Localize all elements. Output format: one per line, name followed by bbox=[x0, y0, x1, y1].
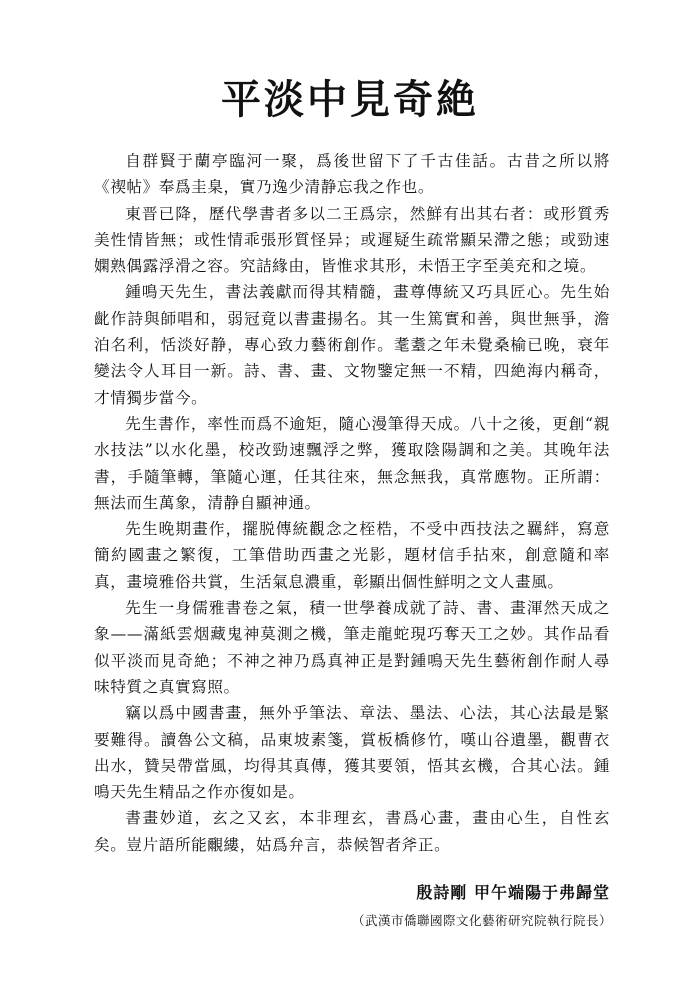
document-title: 平淡中見奇絶 bbox=[221, 77, 479, 123]
paragraph: 東晋已降，歷代學書者多以二王爲宗，然鮮有出其右者：或形質秀美性情皆無；或性情乖張形質怪异；或遲疑生疏常顯呆滯之態；或勁速嫻熟偶露浮滑之容。究詰緣由，皆惟求其形，未悟王字至美充和之境。 bbox=[94, 204, 610, 276]
signature-affiliation: （武漢市僑聯國際文化藝術研究院執行院長） bbox=[351, 913, 612, 928]
paragraph: 自群賢于蘭亭臨河一聚，爲後世留下了千古佳話。古昔之所以將《禊帖》奉爲圭臬，實乃逸少清静忘我之作也。 bbox=[94, 152, 610, 197]
paragraph: 先生一身儒雅書卷之氣，積一世學養成就了詩、書、畫渾然天成之象——滿紙雲烟藏鬼神莫測之機，筆走龍蛇現巧奪天工之妙。其作品看似平淡而見奇絶；不神之神乃爲真神正是對鍾鳴天先生藝術創作耐人尋味特質之真實寫照。 bbox=[94, 599, 610, 696]
paragraph: 先生書作，率性而爲不逾矩，隨心漫筆得天成。八十之後，更創“親水技法”以水化墨，校改勁速飄浮之弊，獲取陰陽調和之美。其晚年法書，手隨筆轉，筆隨心運，任其往來，無念無我，真常應物。正所謂：無法而生萬象，清静自顯神通。 bbox=[94, 414, 610, 512]
signature-author: 殷詩剛 甲午端陽于弗歸堂 bbox=[416, 883, 610, 902]
document-body bbox=[94, 148, 610, 858]
paragraph: 鍾鳴天先生，書法義獻而得其精髓，畫尊傳統又巧具匠心。先生始齔作詩與師唱和，弱冠竟以書畫揚名。其一生篤實和善，與世無爭，澹泊名利，恬淡好静，專心致力藝術創作。耄耋之年未覺桑榆已晚，衰年變法令人耳目一新。詩、書、畫、文物鑒定無一不精，四絶海内稱奇，才情獨步當今。 bbox=[94, 283, 610, 407]
paragraph: 竊以爲中國書畫，無外乎筆法、章法、墨法、心法，其心法最是緊要難得。讀魯公文稿，品東坡素箋，賞板橋修竹，嘆山谷遺墨，觀曹衣出水，贊吴帶當風，均得其真傳，獲其要領，悟其玄機，合其心法。鍾鳴天先生精品之作亦復如是。 bbox=[94, 704, 610, 802]
paragraph: 先生晚期畫作，擺脱傳統觀念之桎梏，不受中西技法之羈絆，寫意簡約國畫之繁復，工筆借助西畫之光影，題材信手拈來，創意隨和率真，畫境雅俗共賞，生活氣息濃重，彰顯出個性鮮明之文人畫風。 bbox=[94, 520, 610, 591]
paragraph: 書畫妙道，玄之又玄，本非理玄，書爲心畫，畫由心生，自性玄矣。豈片語所能覼縷，姑爲弁言，恭候智者斧正。 bbox=[94, 809, 610, 854]
